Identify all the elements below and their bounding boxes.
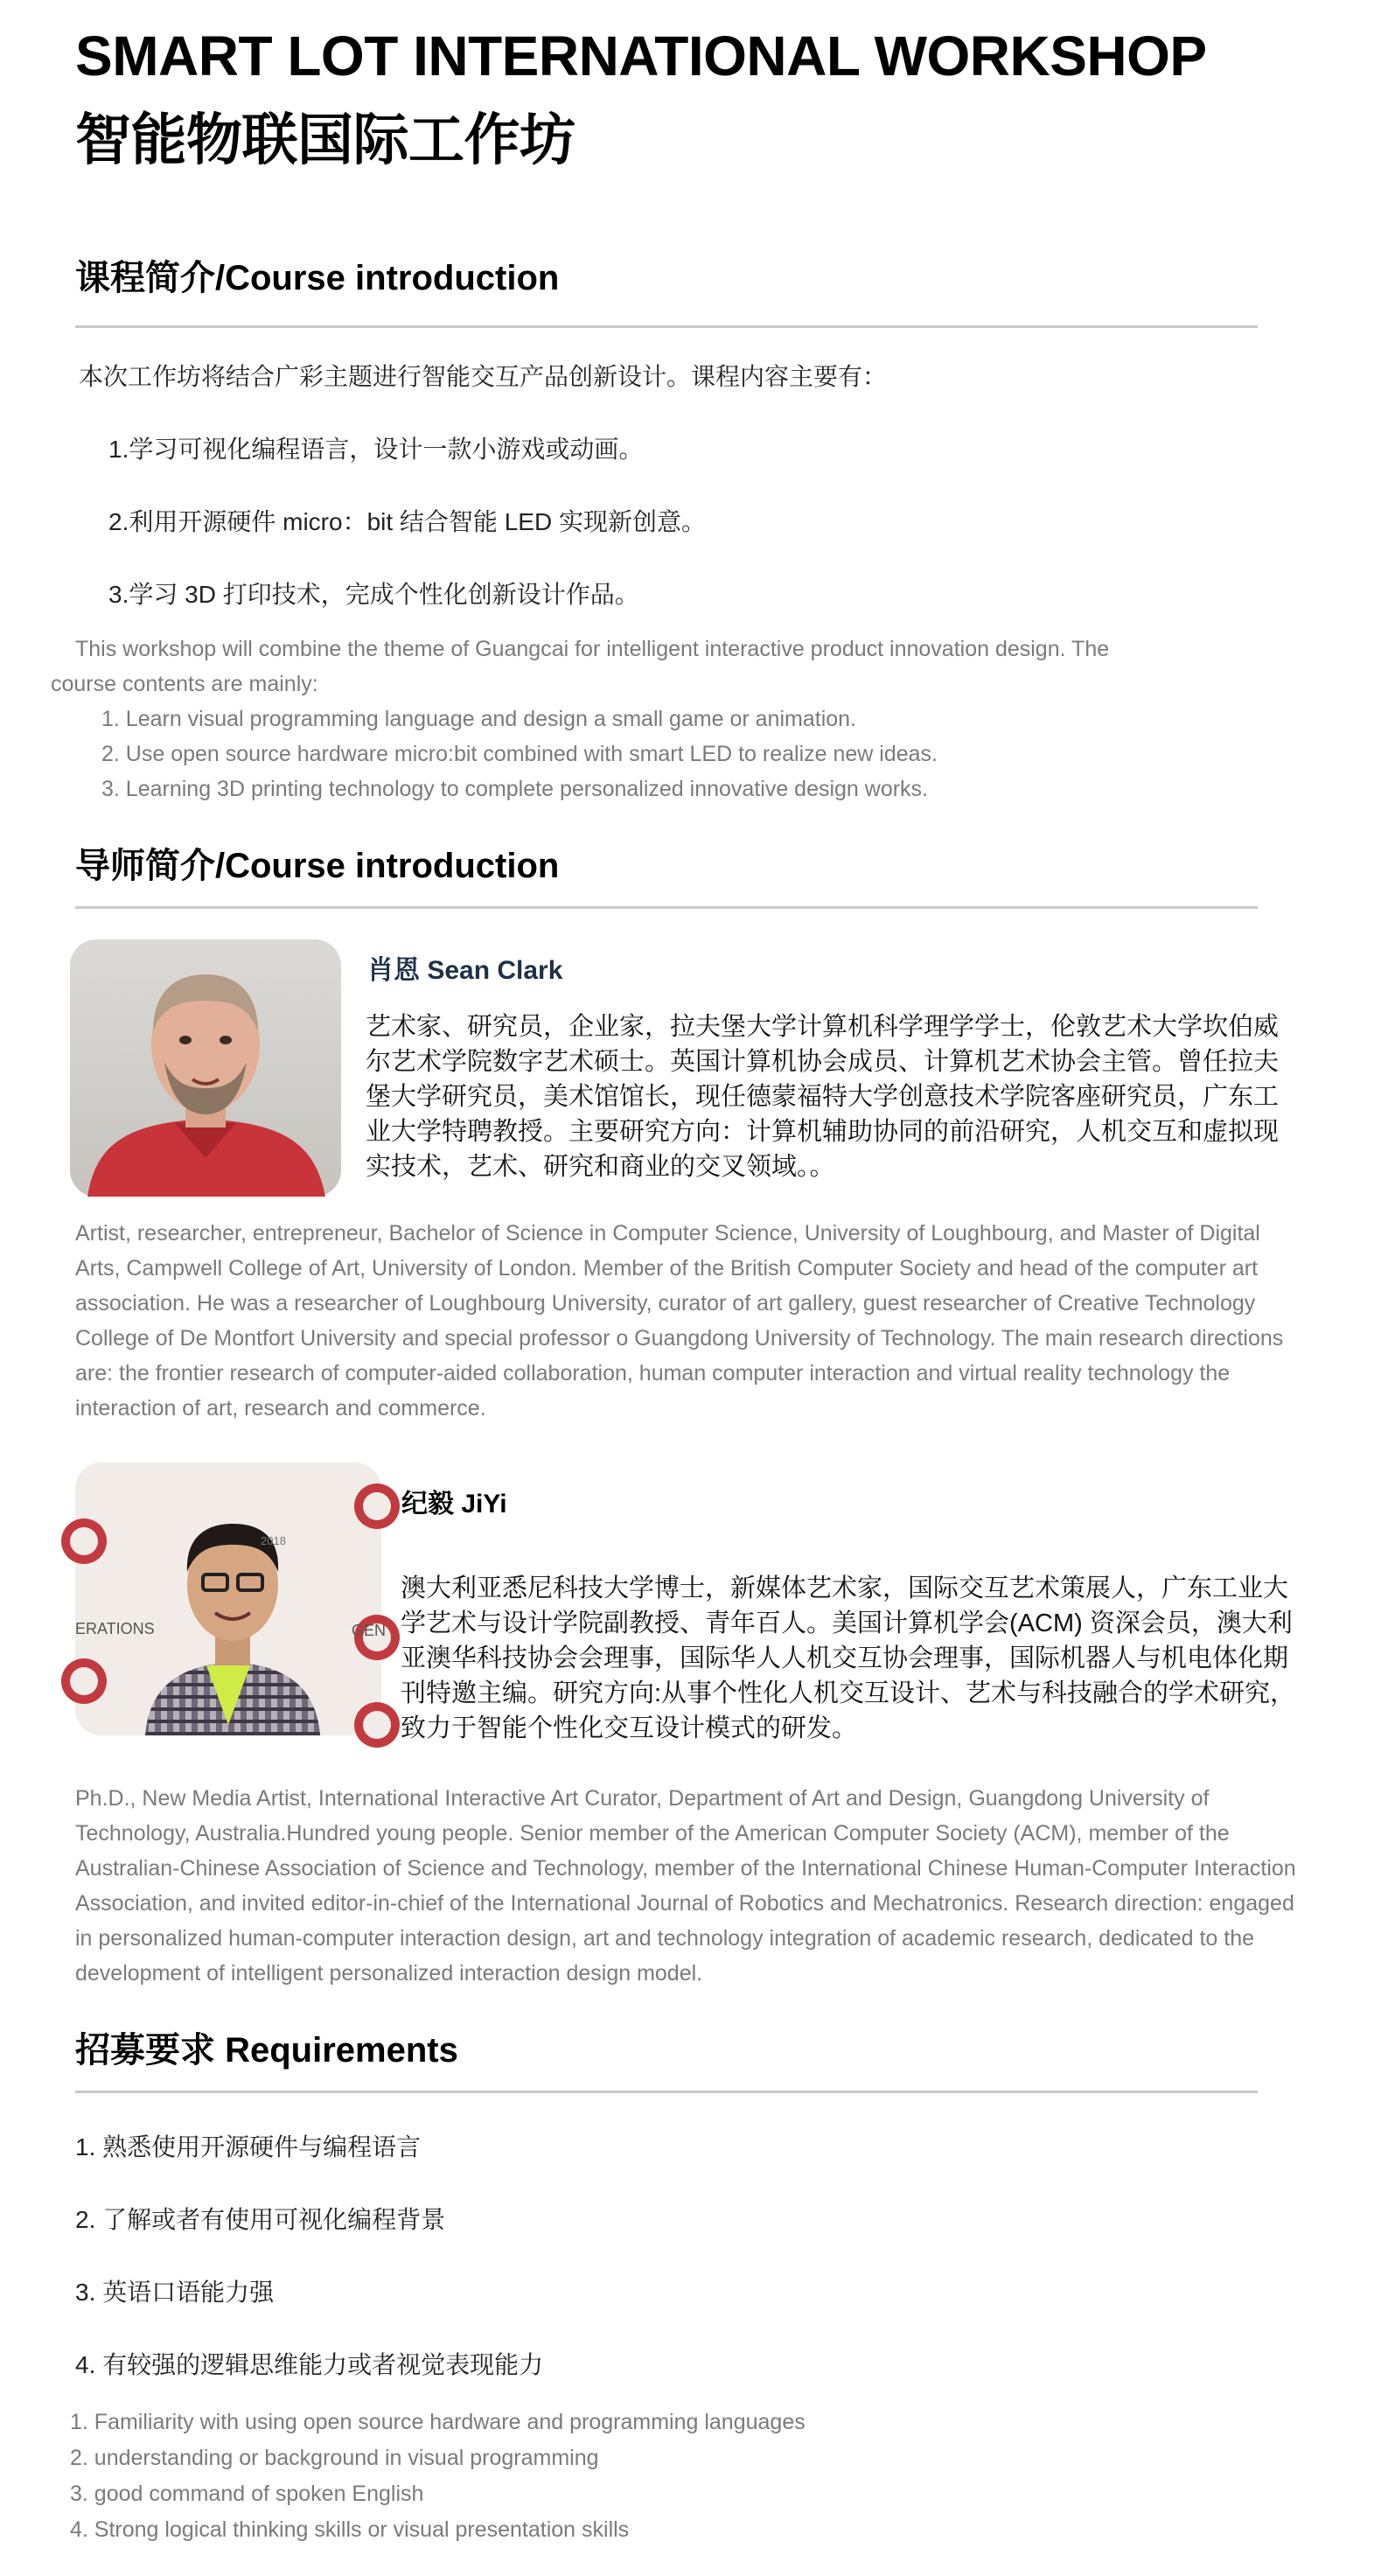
course-intro-en-line2: course contents are mainly: — [51, 672, 318, 696]
tutor-bio-cn-sean-clark: 艺术家、研究员，企业家，拉夫堡大学计算机科学理学学士，伦敦艺术大学坎伯威尔艺术学院数字艺术硕士。英国计算机协会成员、计算机艺术协会主管。曾任拉夫堡大学研究员，美术馆馆长，现任德蒙福特大学创意技术学院客座研究员，广东工业大学特聘教授。主要研究方向：计算机辅助协同的前沿研究，人机交互和虚拟现实技术，艺术、研究和商业的交叉领域。。 — [366, 1013, 1280, 1181]
photo-backdrop-text-right: GEN — [352, 1622, 387, 1639]
tutor-name-jiyi: 纪毅 JiYi — [401, 1490, 507, 1518]
course-item-cn-2: 2.利用开源硬件 micro：bit 结合智能 LED 实现新创意。 — [108, 508, 706, 535]
page-title-cn: 智能物联国际工作坊 — [75, 108, 575, 171]
course-item-en-1: 1. Learn visual programming language and design a small game or animation. — [101, 707, 857, 731]
tutor-bio-cn-jiyi: 澳大利亚悉尼科技大学博士，新媒体艺术家，国际交互艺术策展人，广东工业大学艺术与设计学院副教授、青年百人。美国计算机学会(ACM) 资深会员，澳大利亚澳华科技协会会理事，国际华人人机交互协会理事，国际机器人与机电体化期刊特邀主编。研究方向:从事个性化人机交互设计、艺术与科技融合的学术研究，致力于智能个性化交互设计模式的研发。 — [401, 1574, 1296, 1742]
course-item-cn-3: 3.学习 3D 打印技术，完成个性化创新设计作品。 — [108, 581, 639, 608]
requirement-en-1: 1. Familiarity with using open source hardware and programming languages — [70, 2410, 806, 2434]
tutor-photo-sean-clark — [70, 939, 341, 1197]
tutor-bio-en-jiyi: Ph.D., New Media Artist, International Interactive Art Curator, Department of Art and Design, Guangdong University of Technology, Australia.Hundred young people. Senior member of the American Computer Society (ACM), member of the Australian-Chinese Association of Science and Technology, member of the International Chinese Human-Computer Interaction Association, and invited editor-in-chief of the International Journal of Robotics and Mechatronics. Research direction: engaged in personalized human-computer interaction design, art and technology integration of academic research, dedicated to the development of intelligent personalized interaction design model. — [75, 1786, 1296, 1986]
requirements-divider — [75, 2091, 1258, 2093]
requirements-heading: 招募要求 Requirements — [75, 2031, 458, 2070]
course-item-cn-1: 1.学习可视化编程语言，设计一款小游戏或动画。 — [108, 436, 644, 463]
course-heading: 课程简介/Course introduction — [75, 259, 560, 297]
page-title-en: SMART LOT INTERNATIONAL WORKSHOP — [75, 24, 1207, 87]
requirement-cn-1: 1. 熟悉使用开源硬件与编程语言 — [75, 2133, 422, 2161]
requirement-cn-2: 2. 了解或者有使用可视化编程背景 — [75, 2206, 446, 2233]
portrait-illustration — [75, 1463, 381, 1735]
course-intro-en-line1: This workshop will combine the theme of Guangcai for intelligent interactive product innovation design. The — [75, 637, 1110, 661]
course-divider — [75, 325, 1258, 328]
requirement-cn-3: 3. 英语口语能力强 — [75, 2279, 275, 2306]
tutor-name-sean-clark: 肖恩 Sean Clark — [367, 956, 563, 985]
course-item-en-2: 2. Use open source hardware micro:bit combined with smart LED to realize new ideas. — [101, 742, 938, 766]
course-item-en-3: 3. Learning 3D printing technology to complete personalized innovative design works. — [101, 777, 929, 801]
requirement-en-3: 3. good command of spoken English — [70, 2482, 424, 2506]
tutor-photo-jiyi — [75, 1463, 387, 1735]
requirement-en-2: 2. understanding or background in visual programming — [70, 2446, 599, 2470]
portrait-illustration — [70, 939, 341, 1197]
photo-backdrop-text-left: ERATIONS — [75, 1620, 155, 1637]
requirement-en-4: 4. Strong logical thinking skills or visual presentation skills — [70, 2517, 630, 2542]
tutors-heading: 导师简介/Course introduction — [75, 847, 560, 885]
requirement-cn-4: 4. 有较强的逻辑思维能力或者视觉表现能力 — [75, 2351, 544, 2378]
tutors-divider — [75, 906, 1258, 909]
course-intro-cn: 本次工作坊将结合广彩主题进行智能交互产品创新设计。课程内容主要有： — [79, 363, 888, 390]
photo-backdrop-year: 2018 — [261, 1534, 286, 1547]
tutor-bio-en-sean-clark: Artist, researcher, entrepreneur, Bachelor of Science in Computer Science, University of Loughbourg, and Master of Digital Arts, Campwell College of Art, University of London. Member of the British Computer Society and head of the computer art association. He was a researcher of Loughbourg University, curator of art gallery, guest researcher of Creative Technology College of De Montfort University and special professor o Guangdong University of Technology. The main research directions are: the frontier research of computer-aided collaboration, human computer interaction and virtual reality technology the interaction of art, research and commerce. — [75, 1221, 1284, 1421]
